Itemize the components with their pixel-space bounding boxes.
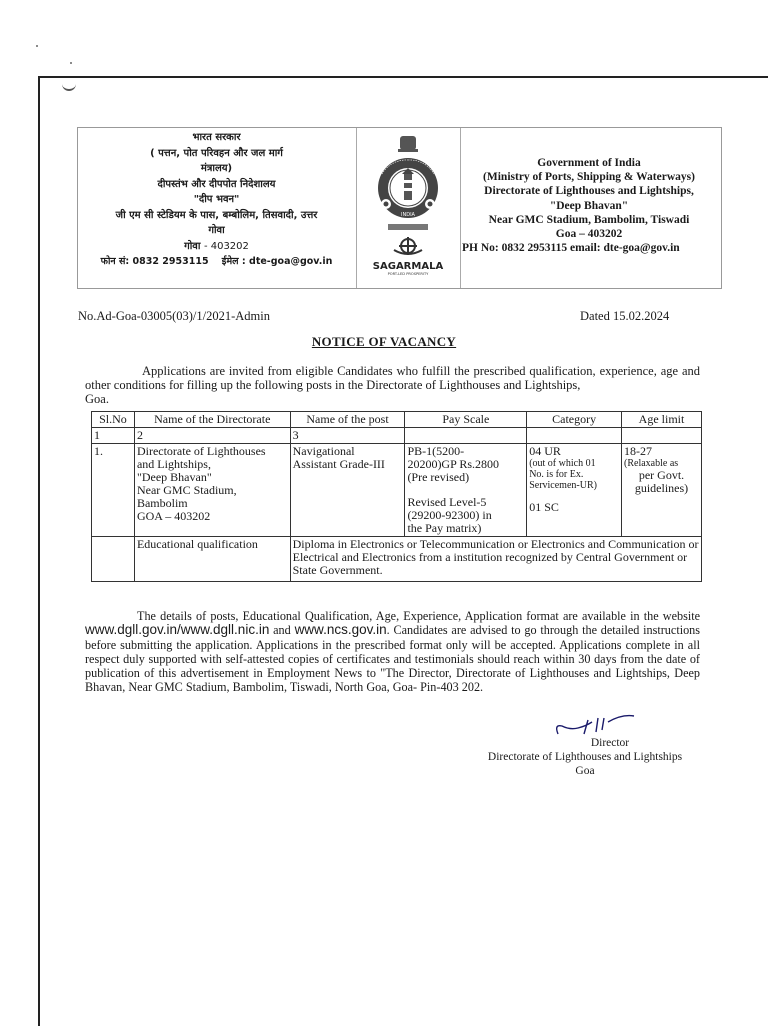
table-row-education	[92, 537, 702, 582]
english-line: (Ministry of Ports, Shipping & Waterways)	[483, 171, 695, 184]
website-link[interactable]: www.ncs.gov.in	[294, 622, 387, 638]
table-cell	[405, 428, 527, 444]
lighthouse-emblem-icon	[358, 134, 458, 284]
letterhead-divider	[356, 128, 357, 288]
english-line: Government of India	[537, 157, 641, 169]
table-cell: 2	[134, 428, 290, 444]
table-header: Sl.No	[92, 412, 135, 428]
table-header-row	[92, 412, 702, 428]
signatory-title: Director	[590, 737, 630, 749]
page-title: NOTICE OF VACANCY	[311, 334, 457, 349]
vacancy-table	[91, 411, 702, 582]
emblem-logos	[358, 134, 458, 284]
table-cell-edu-value: Diploma in Electronics or Telecommunication or Electronics and Communication or Electrical and Electronics from a institution recognized by Central Government or State Government.	[290, 537, 701, 582]
english-line: Near GMC Stadium, Bambolim, Tiswadi	[488, 213, 690, 226]
scan-speck	[36, 45, 38, 47]
table-cell-age: 18-27 (Relaxable as per Govt. guidelines)	[622, 444, 702, 537]
hindi-line: दीपस्तंभ और दीपपोत निदेशालय	[157, 178, 276, 190]
table-cell-category: 04 UR (out of which 01 No. is for Ex. Servicemen-UR) 01 SC	[527, 444, 622, 537]
letterhead-english	[458, 156, 720, 255]
table-header: Age limit	[622, 412, 702, 428]
scan-speck	[70, 62, 72, 64]
table-cell	[622, 428, 702, 444]
english-line: Goa – 403202	[555, 228, 623, 241]
hindi-line: ( पत्तन, पोत परिवहन और जल मार्ग	[150, 147, 283, 159]
table-cell: 3	[290, 428, 405, 444]
sagarmala-tagline: PORT-LED PROSPERITY	[387, 272, 429, 276]
table-cell-slno: 1.	[92, 444, 135, 537]
english-line: "Deep Bhavan"	[549, 199, 629, 212]
intro-paragraph: Applications are invited from eligible Candidates who fulfill the prescribed qualification, experience, age and other conditions for filling up the following posts in the Directorate of Lighthouses and Lightships, Goa.	[85, 364, 700, 406]
table-cell	[92, 537, 135, 582]
table-cell-edu-label: Educational qualification	[134, 537, 290, 582]
table-header: Category	[527, 412, 622, 428]
table-cell-post: Navigational Assistant Grade-III	[290, 444, 405, 537]
website-link[interactable]: www.dgll.gov.in/www.dgll.nic.in	[85, 622, 270, 638]
hindi-line: मंत्रालय)	[200, 163, 233, 174]
signatory-place: Goa	[575, 764, 595, 777]
hindi-line: गोवा	[208, 225, 225, 236]
hindi-contact: फोन सं: 0832 2953115 ईमेल : dte-goa@gov.in	[100, 256, 333, 267]
table-cell-directorate: Directorate of Lighthouses and Lightships, "Deep Bhavan" Near GMC Stadium, Bambolim GOA – 403202	[134, 444, 290, 537]
details-paragraph: The details of posts, Educational Qualification, Age, Experience, Application format are available in the website www.dgll.gov.in/www.dgll.nic.in and www.ncs.gov.in. Candidates are advised to go through the detailed instructions before submitting the application. Applications in the prescribed format only will be accepted. Applications complete in all respect duly supported with self-attested copies of certificates and testimonials should reach within 30 days from the date of publication of this advertisement in Employment News to "The Director, Directorate of Lighthouses and Lightships, Deep Bhavan, Near GMC Stadium, Bambolim, Tiswadi, North Goa, Goa- Pin-403 202.	[85, 609, 701, 695]
reference-number: No.Ad-Goa-03005(03)/1/2021-Admin	[78, 309, 270, 323]
signatory-block	[465, 737, 705, 778]
table-header: Name of the Directorate	[134, 412, 290, 428]
document-date: Dated 15.02.2024	[580, 309, 670, 323]
letterhead	[77, 127, 722, 289]
table-cell-pay: PB-1(5200- 20200)GP Rs.2800 (Pre revised) Revised Level-5 (29200-92300) in the Pay matrix)	[405, 444, 527, 537]
signatory-org: Directorate of Lighthouses and Lightships	[487, 750, 683, 763]
english-line: Directorate of Lighthouses and Lightships,	[484, 185, 694, 198]
table-header: Name of the post	[290, 412, 405, 428]
hindi-line: भारत सरकार	[192, 132, 241, 143]
table-row	[92, 444, 702, 537]
table-cell: 1	[92, 428, 135, 444]
hindi-line: जी एम सी स्टेडियम के पास, बम्बोलिम, तिसवादी, उत्तर	[115, 209, 318, 221]
hindi-pin: गोवा - 403202	[184, 240, 249, 252]
english-contact: PH No: 0832 2953115 email: dte-goa@gov.in	[462, 242, 680, 255]
letterhead-hindi	[78, 130, 355, 270]
table-header: Pay Scale	[405, 412, 527, 428]
sagarmala-text: SAGARMALA	[372, 261, 444, 272]
hindi-line: "दीप भवन"	[193, 194, 240, 205]
table-index-row	[92, 428, 702, 444]
ring-bottom-text: INDIA	[401, 212, 415, 218]
table-cell	[527, 428, 622, 444]
